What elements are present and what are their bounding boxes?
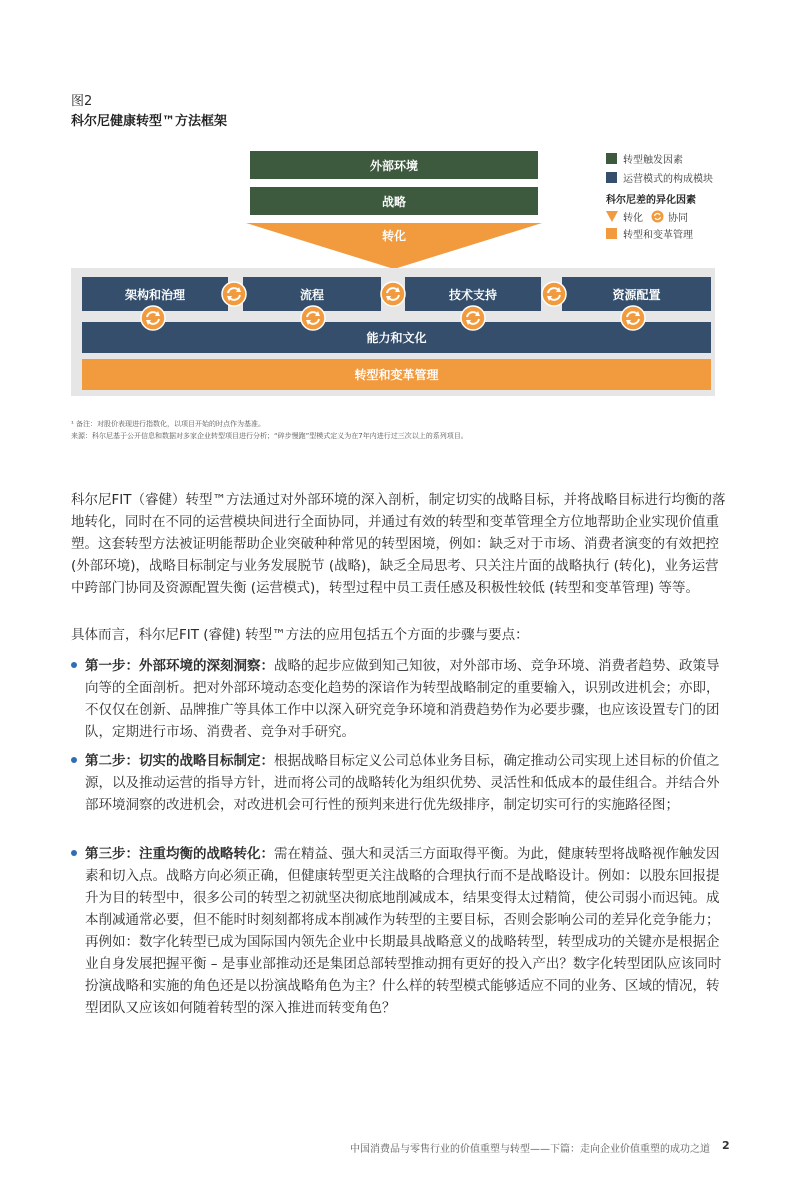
legend-label: 转型触发因素 [623,155,683,166]
legend-label: 转型和变革管理 [623,230,693,241]
bullet-dot [71,757,77,763]
sync-icon [380,281,406,307]
diagram-bar-strategy: 战略 [250,187,538,215]
sync-icon [140,305,166,331]
step-heading: 第一步：外部环境的深刻洞察： [85,658,274,674]
list-item [71,843,731,1019]
step-text: 战略的起步应做到知己知彼，对外部市场、竞争环境、消费者趋势、政策导向等的全面剖析。把对外部环境动态变化趋势的深谙作为转型战略制定的重要输入，识别改进机会；亦即，不仅仅在创新、品牌推广等具体工作中以深入研究竞争环境和消费趋势作为必要步骤，也应该设置专门的团队，定期进行市场、消费者、竞争对手研究。 [85,658,720,740]
legend-label: 协同 [668,213,688,224]
figure-label: 图2 [71,94,93,109]
figure-title: 科尔尼健康转型™方法框架 [71,114,228,129]
page-footer: 中国消费品与零售行业的价值重塑与转型——下篇：走向企业价值重塑的成功之道 [350,1144,710,1155]
legend-swatch-blue [606,172,617,183]
page-number: 2 [722,1139,730,1152]
step-text: 需在精益、强大和灵活三方面取得平衡。为此，健康转型将战略视作触发因素和切入点。战略方向必须正确，但健康转型更关注战略的合理执行而不是战略设计。例如：以股东回报提升为目的转型中，很多公司的转型之初就坚决彻底地削减成本，结果变得太过精简，使公司弱小而迟钝。成本削减通常必要，但不能时时刻刻都将成本削减作为转型的主要目标，否则会影响公司的差异化竞争能力；再例如：数字化转型已成为国际国内领先企业中长期最具战略意义的战略转型，转型成功的关键亦是根据企业自身发展把握平衡 – 是事业部推动还是集团总部转型推动拥有更好的投入产出？数字化转型团队应该同时扮演战略和实施的角色还是以扮演战略角色为主？什么样的转型模式能够适应不同的业务、区域的情况，转型团队又应该如何随着转型的深入推进而转变角色？ [85,846,722,1016]
sync-icon [651,210,664,223]
sync-icon [620,305,646,331]
lead-paragraph: 具体而言，科尔尼FIT (睿健) 转型™方法的应用包括五个方面的步骤与要点： [71,627,529,643]
legend-item-trigger [606,151,683,166]
list-item [71,655,731,743]
bullet-dot [71,850,77,856]
legend-swatch-green [606,153,617,164]
triangle-down-icon [606,211,618,222]
module-resources: 资源配置 [562,277,711,311]
capability-culture-bar: 能力和文化 [82,322,711,353]
module-technology: 技术支持 [405,277,541,311]
legend-swatch-orange [606,228,617,239]
list-item [71,750,731,816]
change-management-bar: 转型和变革管理 [82,359,711,390]
sync-icon [221,281,247,307]
step-text: 根据战略目标定义公司总体业务目标，确定推动公司实现上述目标的价值之源，以及推动运营的指导方针，进而将公司的战略转化为组织优势、灵活性和低成本的最佳组合。并结合外部环境洞察的改进机会，对改进机会可行性的预判来进行优先级排序，制定切实可行的实施路径图； [85,753,720,813]
module-process: 流程 [243,277,381,311]
intro-paragraph: 科尔尼FIT（睿健）转型™方法通过对外部环境的深入剖析，制定切实的战略目标，并将战略目标进行均衡的落地转化，同时在不同的运营模块间进行全面协同，并通过有效的转型和变革管理全方位地帮助企业实现价值重塑。这套转型方法被证明能帮助企业突破种种常见的转型困境，例如：缺乏对于市场、消费者演变的有效把控 (外部环境)，战略目标制定与业务发展脱节 (战略)，缺乏全局思考、只关注片面的战略执行 (转化)，业务运营中跨部门协同及资源配置失衡 (运营模式)，转型过程中员工责任感及积极性较低 (转型和变革管理) 等等。 [71,492,726,596]
legend-item-module [606,170,713,185]
legend-label: 运营模式的构成模块 [623,174,713,185]
legend-item-transform-synergy [606,209,688,224]
transform-arrow-label: 转化 [381,229,406,243]
step-heading: 第三步：注重均衡的战略转化： [85,846,274,862]
sync-icon [460,305,486,331]
figure-note: ¹ 备注：对股价表现进行指数化，以项目开始的时点作为基准。 [71,420,266,428]
bullet-dot [71,662,77,668]
step-heading: 第二步：切实的战略目标制定： [85,753,274,769]
sync-icon [300,305,326,331]
legend-label: 转化 [623,213,643,224]
legend-heading: 科尔尼差的异化因素 [606,195,696,206]
legend-item-change [606,226,693,241]
sync-icon [541,281,567,307]
figure-source: 来源：科尔尼基于公开信息和数据对多家企业转型项目进行分析；“碎步慢跑”型模式定义为在7年内进行过三次以上的系列项目。 [71,432,468,440]
module-governance: 架构和治理 [82,277,228,311]
diagram-bar-external: 外部环境 [250,151,538,179]
